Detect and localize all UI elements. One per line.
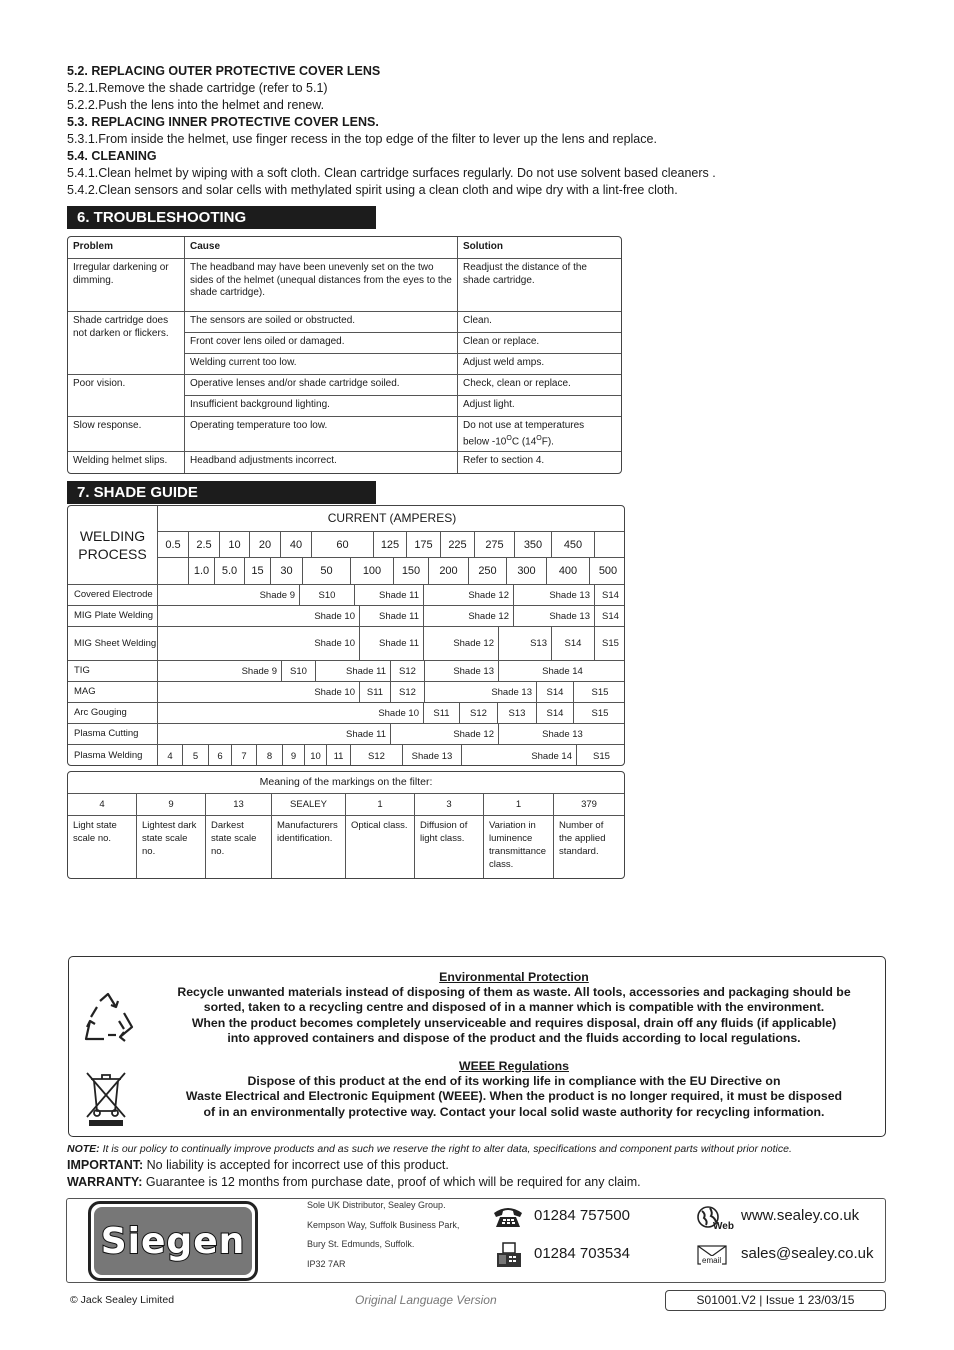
shade-cell: 8 [257, 745, 283, 766]
header-cause: Cause [185, 237, 458, 259]
header-problem: Problem [68, 237, 185, 259]
markings-title: Meaning of the markings on the filter: [68, 772, 624, 794]
solution-cell: Clean. [458, 312, 621, 333]
copyright: © Jack Sealey Limited [70, 1294, 175, 1306]
shade-cell: 9 [283, 745, 305, 766]
shade-cell: S15 [591, 707, 609, 719]
marking-code: 379 [554, 794, 624, 816]
shade-row [68, 703, 625, 724]
shade-cell: Shade 11 [355, 585, 424, 605]
marking-meaning: Diffusion of light class. [415, 816, 484, 878]
important-text: No liability is accepted for incorrect use of this product. [143, 1158, 449, 1172]
shade-cell: 4 [158, 745, 183, 766]
amp-label: 350 [515, 532, 552, 557]
fax-number[interactable]: 01284 703534 [534, 1245, 630, 1262]
shade-cell: 10 [305, 745, 327, 766]
env-protection-heading: Environmental Protection [439, 970, 589, 984]
amp-label: 125 [374, 532, 407, 557]
cause-cell: Headband adjustments incorrect. [185, 452, 458, 473]
email-label: email [702, 1256, 722, 1265]
weee-text-line: Waste Electrical and Electronic Equipment (WEEE). When the product is no longer required, it must be disposed [185, 1089, 843, 1104]
amps-bottom-row [158, 558, 625, 585]
amp-label: 1.0 [189, 558, 215, 584]
marking-code: 1 [346, 794, 415, 816]
process-name: MIG Plate Welding [68, 606, 158, 626]
address-line: Sole UK Distributor, Sealey Group. [307, 1200, 446, 1210]
amp-label: 10 [220, 532, 250, 557]
weee-bin-icon [83, 1067, 129, 1127]
shade-cell: Shade 9 [158, 585, 300, 605]
shade-row [68, 606, 625, 627]
warranty-label: WARRANTY: [67, 1175, 143, 1189]
web-label: Web [713, 1221, 734, 1232]
shade-cell: S12 [460, 703, 498, 723]
shade-cell: S10 [282, 661, 316, 681]
shade-cell: Shade 12 [424, 627, 499, 660]
solution-text: below -10 [463, 435, 507, 447]
marking-code: SEALEY [272, 794, 346, 816]
process-name: MIG Sheet Welding [68, 627, 158, 660]
cause-cell: Front cover lens oiled or damaged. [185, 333, 458, 354]
shade-cell: S14 [552, 627, 595, 660]
marking-meaning: Optical class. [346, 816, 415, 878]
address-line: IP32 7AR [307, 1258, 346, 1269]
amp-label: 0.5 [158, 532, 189, 557]
address-block [307, 1196, 459, 1274]
environment-box [68, 956, 886, 1137]
shade-cell: S13 [498, 703, 537, 723]
shade-cell: Shade 12 [424, 606, 514, 626]
problem-cell: Welding helmet slips. [68, 452, 185, 473]
amp-label: 500 [598, 565, 618, 577]
marking-meaning: Lightest dark state scale no. [137, 816, 206, 878]
shade-cell: S15 [593, 750, 610, 762]
process-name: Arc Gouging [68, 703, 158, 723]
shade-cell: S15 [591, 686, 609, 698]
amp-label: 175 [407, 532, 441, 557]
amp-label: 250 [469, 558, 507, 584]
marking-code: 9 [137, 794, 206, 816]
recycle-icon [80, 991, 136, 1045]
shade-cell: Shade 9 [158, 661, 282, 681]
logo-text: Siegen [100, 1220, 246, 1262]
shade-cell: 7 [232, 745, 257, 766]
amp-label: 275 [475, 532, 515, 557]
amp-label: 60 [312, 532, 374, 557]
amp-label: 2.5 [189, 532, 220, 557]
shade-row [68, 585, 625, 606]
shade-cell: Shade 10 [158, 703, 424, 723]
note-line [67, 1142, 792, 1156]
siegen-logo [88, 1201, 258, 1281]
shade-cell: S11 [424, 703, 460, 723]
warranty-line [67, 1174, 641, 1191]
problem-cell: Irregular darkening or dimming. [68, 259, 185, 312]
shade-cell: S14 [602, 589, 619, 601]
amp-label: 15 [245, 558, 271, 584]
marking-meaning: Light state scale no. [68, 816, 137, 878]
shade-cell: 11 [327, 745, 351, 766]
solution-cell: Readjust the distance of the shade cartridge. [458, 259, 621, 312]
env-text-line: into approved containers and dispose of the product and the fluids according to local regulations. [227, 1030, 801, 1045]
shade-cell: S11 [360, 682, 391, 702]
solution-cell: Adjust weld amps. [458, 354, 621, 375]
markings-codes-row [68, 794, 624, 816]
marking-code: 3 [415, 794, 484, 816]
problem-cell: Poor vision. [68, 375, 185, 417]
original-language: Original Language Version [355, 1293, 497, 1307]
table-row [68, 417, 621, 452]
problem-cell: Slow response. [68, 417, 185, 452]
marking-meaning: Number of the applied standard. [559, 820, 606, 857]
process-name: MAG [68, 682, 158, 702]
note-text: It is our policy to continually improve products and as such we reserve the right to alter data, specifications and component parts without prior notice. [99, 1143, 792, 1155]
shade-row [68, 627, 625, 661]
process-name: Plasma Cutting [68, 724, 158, 744]
telephone-icon [491, 1203, 525, 1229]
shade-cell: Shade 13 [542, 728, 583, 740]
shade-cell: Shade 12 [424, 585, 514, 605]
shade-guide-table [67, 505, 625, 766]
amp-blank-cell [158, 558, 189, 584]
solution-text: C (14 [511, 435, 537, 447]
step-5-3-1: 5.3.1.From inside the helmet, use finger recess in the top edge of the filter to lever up the lens and replace. [67, 132, 657, 146]
weee-heading: WEEE Regulations [459, 1059, 569, 1074]
amp-label: 225 [441, 532, 475, 557]
shade-row [68, 661, 625, 682]
problem-cell: Shade cartridge does not darken or flickers. [68, 312, 185, 375]
note-label: NOTE: [67, 1143, 100, 1155]
shade-cell: Shade 13 [425, 682, 537, 702]
marking-meaning: Manufacturers identification. [272, 816, 346, 878]
shade-guide-title: 7. SHADE GUIDE [67, 481, 376, 504]
cause-cell: Insufficient background lighting. [185, 396, 458, 417]
warranty-text: Guarantee is 12 months from purchase date, proof of which will be required for any claim. [142, 1175, 641, 1189]
amps-top-row [158, 532, 625, 558]
solution-cell: Refer to section 4. [463, 455, 545, 467]
shade-cell: Shade 10 [158, 606, 360, 626]
shade-cell: S12 [391, 682, 425, 702]
amp-label: 100 [351, 558, 394, 584]
phone-number[interactable]: 01284 757500 [534, 1207, 630, 1224]
heading-5-3: 5.3. REPLACING INNER PROTECTIVE COVER LENS. [67, 115, 379, 129]
solution-cell: Adjust light. [458, 396, 621, 417]
amp-label: 400 [547, 558, 590, 584]
cause-cell: Welding current too low. [185, 354, 458, 375]
shade-cell: Shade 13 [514, 585, 595, 605]
shade-cell: Shade 11 [360, 627, 424, 660]
shade-cell: S13 [499, 627, 552, 660]
amp-label: 300 [507, 558, 547, 584]
markings-meanings-row [68, 816, 624, 878]
shade-cell: Shade 14 [462, 745, 577, 766]
shade-cell: S10 [300, 585, 355, 605]
shade-row [68, 745, 625, 766]
shade-cell: Shade 13 [403, 745, 462, 766]
cause-cell: Operative lenses and/or shade cartridge soiled. [185, 375, 458, 396]
shade-row [68, 724, 625, 745]
solution-cell: Check, clean or replace. [458, 375, 621, 396]
shade-cell: 6 [209, 745, 232, 766]
marking-code: 13 [206, 794, 272, 816]
table-row [68, 452, 621, 473]
shade-cell: Shade 11 [360, 606, 424, 626]
amp-label: 200 [429, 558, 469, 584]
website-link[interactable]: www.sealey.co.uk [741, 1207, 860, 1224]
degree-sign: O [536, 434, 542, 442]
current-header: CURRENT (AMPERES) [158, 506, 625, 532]
shade-cell: Shade 10 [158, 627, 360, 660]
step-5-4-2: 5.4.2.Clean sensors and solar cells with methylated spirit using a clean cloth and wipe dry with a lint-free cloth. [67, 183, 678, 197]
shade-cell: Shade 10 [158, 682, 360, 702]
weee-text-line: of in an environmentally protective way. Contact your local solid waste authority for recycling information. [203, 1104, 825, 1119]
table-row [68, 312, 621, 333]
marking-code: 1 [484, 794, 554, 816]
troubleshooting-table [67, 236, 622, 474]
cause-cell: The headband may have been unevenly set on the two sides of the helmet (unequal distances from the eyes to the shade cartridge). [185, 259, 458, 312]
footer-box [66, 1198, 886, 1283]
address-line: Kempson Way, Suffolk Business Park, [307, 1219, 460, 1230]
heading-5-2: 5.2. REPLACING OUTER PROTECTIVE COVER LENS [67, 64, 381, 78]
troubleshooting-title: 6. TROUBLESHOOTING [67, 206, 376, 229]
shade-rows [68, 585, 625, 766]
marking-meaning: Variation in luminence transmittance class. [484, 816, 554, 878]
step-5-2-2: 5.2.2.Push the lens into the helmet and renew. [67, 98, 325, 112]
shade-cell: S12 [391, 661, 425, 681]
markings-table [67, 771, 625, 879]
env-text-line: sorted, taken to a recycling centre and disposed of in a manner which is compatible with the environment. [203, 1000, 825, 1015]
process-name: Plasma Welding [68, 745, 158, 766]
shade-cell: 5 [183, 745, 209, 766]
cause-cell: Operating temperature too low. [185, 417, 458, 452]
table-header-row [68, 237, 621, 259]
step-5-4-1: 5.4.1.Clean helmet by wiping with a soft cloth. Clean cartridge surfaces regularly. Do not use solvent based cleaners . [67, 166, 716, 180]
step-5-2-1: 5.2.1.Remove the shade cartridge (refer to 5.1) [67, 81, 328, 95]
degree-sign: O [506, 434, 512, 442]
shade-row [68, 682, 625, 703]
marking-code: 4 [68, 794, 137, 816]
amp-label: 5.0 [215, 558, 245, 584]
document-reference: S01001.V2 | Issue 1 23/03/15 [665, 1290, 886, 1311]
amp-label: 40 [281, 532, 312, 557]
env-text-line: When the product becomes completely unserviceable and requires disposal, drain off any fluids (if applicable) [191, 1015, 837, 1030]
shade-cell: Shade 14 [542, 665, 583, 677]
welding-process-header: WELDING PROCESS [68, 506, 158, 585]
heading-5-4: 5.4. CLEANING [67, 149, 157, 163]
shade-cell: Shade 11 [158, 724, 391, 744]
weee-text-line: Dispose of this product at the end of its working life in compliance with the EU Directive on [247, 1074, 781, 1089]
amp-label: 50 [303, 558, 351, 584]
solution-text: F). [541, 435, 554, 447]
address-line: Bury St. Edmunds, Suffolk. [307, 1239, 415, 1249]
environment-text [149, 970, 879, 1120]
marking-meaning: Darkest state scale no. [206, 816, 272, 878]
env-text-line: Recycle unwanted materials instead of disposing of them as waste. All tools, accessories and packaging should be [177, 985, 851, 1000]
shade-cell: Shade 13 [425, 661, 499, 681]
solution-cell [458, 417, 621, 452]
shade-cell: S14 [537, 703, 574, 723]
shade-cell: S15 [602, 638, 619, 649]
amp-blank-cell [595, 532, 625, 557]
markings-title-row [68, 772, 624, 794]
shade-cell: S14 [537, 682, 574, 702]
header-solution: Solution [458, 237, 621, 259]
cause-cell: The sensors are soiled or obstructed. [185, 312, 458, 333]
process-name: Covered Electrode [68, 585, 158, 605]
important-label: IMPORTANT: [67, 1158, 144, 1172]
fax-icon [495, 1241, 523, 1269]
amp-label: 20 [250, 532, 281, 557]
amp-label: 150 [394, 558, 429, 584]
solution-cell: Clean or replace. [458, 333, 621, 354]
shade-cell: S14 [602, 610, 619, 622]
amp-label: 30 [271, 558, 303, 584]
process-name: TIG [68, 661, 158, 681]
shade-cell: Shade 12 [391, 724, 499, 744]
shade-cell: S12 [351, 745, 403, 766]
solution-text: Do not use at temperatures [463, 420, 585, 431]
amp-label: 450 [552, 532, 595, 557]
table-row [68, 259, 621, 312]
maintenance-section [67, 63, 716, 199]
important-line [67, 1157, 449, 1174]
table-row [68, 375, 621, 396]
email-link[interactable]: sales@sealey.co.uk [741, 1245, 874, 1262]
shade-cell: Shade 11 [316, 661, 391, 681]
shade-cell: Shade 13 [514, 606, 595, 626]
